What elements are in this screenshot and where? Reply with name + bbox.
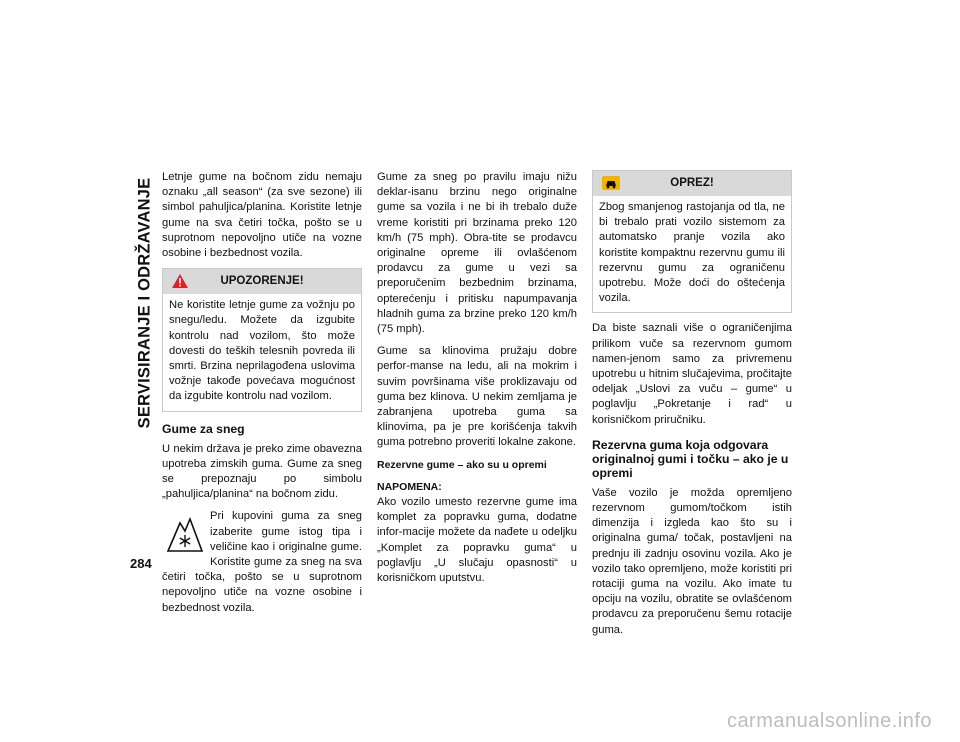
page-number: 284	[130, 556, 152, 571]
spare-tires-subheading: Rezervne gume – ako su u opremi	[377, 458, 547, 471]
matching-spare-heading: Rezervna guma koja odgovara originalnoj gumi i točku – ako je u opremi	[592, 437, 789, 480]
matching-spare-paragraph: Vaše vozilo je možda opremljeno rezervnom gumom/točkom istih dimenzija i izgleda kao što su i originalna guma/ točak, postavljeni na prednju ili zadnju osovinu vozila. Ako je vozilo tako opremljeno, može koristiti pri rotaciji guma na vozilu. Ako imate tu opciju na vozilu, obratite se ovlašćenom prodavcu za preporučenu šemu rotacije guma.	[592, 486, 792, 636]
warning-triangle-icon	[171, 273, 189, 289]
caution-text: Zbog smanjenog rastojanja od tla, ne bi trebalo prati vozilo sistemom za automatsko pranje vozila ako koristite kompaktnu rezervnu gumu ili rezervnu gumu za ograničenu upotrebu. Može doći do oštećenja vozila.	[599, 201, 785, 305]
snowflake-mountain-icon	[166, 513, 204, 553]
caution-title: OPREZ!	[670, 176, 714, 189]
caution-box	[592, 170, 792, 313]
column-1	[162, 170, 362, 623]
warning-title: UPOZORENJE!	[220, 275, 304, 288]
note-paragraph	[377, 480, 577, 586]
column-3	[592, 170, 792, 645]
watermark: carmanualsonline.info	[726, 710, 932, 732]
towing-paragraph: Da biste saznali više o ograničenjima prilikom vuče sa rezervnom gumom namen-jenom samo za privremenu upotrebu u hitnim slučajevima, pročitajte odeljak „Uslovi za vuču – gume“ u poglavlju „Pokretanje i rad“ u korisničkom priručniku.	[592, 322, 792, 426]
section-title: SERVISIRANJE I ODRŽAVANJE	[135, 177, 154, 429]
snow-tires-speed-paragraph: Gume za sneg po pravilu imaju nižu deklar-isanu brzinu nego originalne gume sa vozila i ne bi ih trebalo duže vreme koristiti pri brzinama preko 120 km/h (75 mph). Obra-tite se prodavcu originalne opreme ili ovlašćenom prodavcu za gume u vezi sa preporučenim bezbednim brzinama, opterećenju i pritisku napumpavanja hladnih guma za brzine preko 120 km/h (75 mph).	[377, 171, 577, 336]
snow-tires-paragraph: U nekim država je preko zime obavezna upotreba zimskih guma. Gume za sneg se prepoznaju po simbolu „pahuljica/planina“ na bočnom zidu.	[162, 442, 362, 501]
snow-tires-heading: Gume za sneg	[162, 421, 245, 436]
warning-box	[162, 268, 362, 411]
note-label: NAPOMENA:	[377, 480, 442, 493]
warning-header	[163, 269, 361, 294]
caution-header	[593, 171, 791, 196]
section-sidebar	[130, 172, 160, 434]
summer-tires-paragraph: Letnje gume na bočnom zidu nemaju oznaku „all season“ (za sve sezone) ili simbol pahuljica/planina. Koristite letnje gume na sva četiri točka, pošto se u suprotnom nepovoljno utiče na vozne osobine i bezbednost vozila.	[162, 171, 362, 260]
snow-tires-symbol-paragraph	[162, 509, 362, 615]
note-text: Ako vozilo umesto rezervne gume ima komplet za popravku guma, dodatne infor-macije možete da nađete u odeljku „Komplet za popravku guma“ u poglavlju „U slučaju opasnosti“ u korisničkom uputstvu.	[377, 496, 577, 585]
snow-tires-purchase-text: Pri kupovini guma za sneg izaberite gume istog tipa i veličine kao i originalne gume. Koristite gume za sneg na sva četiri točka, pošto se u suprotnom nepovoljno utiče na vozne osobine i bezbednost vozila.	[162, 510, 362, 614]
caution-car-icon	[601, 175, 621, 191]
studded-tires-paragraph: Gume sa klinovima pružaju dobre perfor-manse na ledu, ali na mokrim i suvim površinama više proklizavaju od guma bez klinova. U nekim zemljama je zabranjena upotreba guma sa klinovima, pa je pre korišćenja takvih guma potrebno proveriti lokalne zakone.	[377, 345, 577, 449]
warning-text: Ne koristite letnje gume za vožnju po snegu/ledu. Možete da izgubite kontrolu nad vozilom, što može dovesti do teških telesnih povreda ili smrti. Brzina neprilagođena uslovima vožnje takođe povećava mogućnost da izgubite kontrolu nad vozilom.	[169, 299, 355, 403]
column-2	[377, 170, 577, 593]
